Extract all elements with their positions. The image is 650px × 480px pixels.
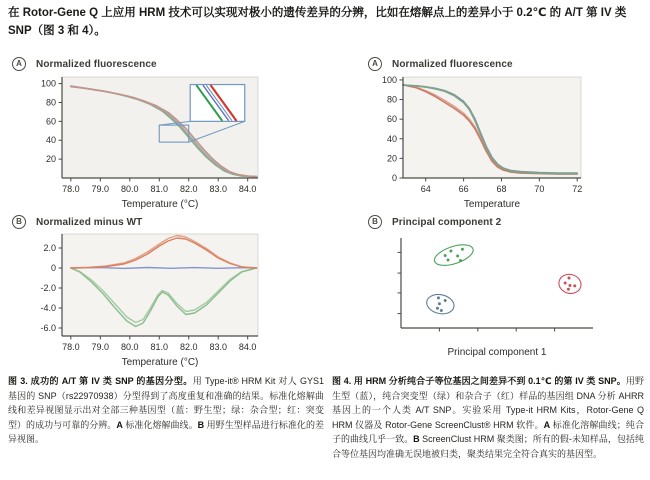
svg-text:0: 0 bbox=[391, 173, 397, 183]
svg-text:20: 20 bbox=[45, 154, 56, 165]
panel-header-fig4-b bbox=[368, 215, 501, 229]
pca-cluster-chart bbox=[388, 230, 600, 358]
melt-curve-chart-ahrr bbox=[366, 72, 588, 210]
svg-text:84.0: 84.0 bbox=[238, 342, 257, 352]
melt-curve-chart-gys1 bbox=[28, 72, 274, 210]
panel-label-a-icon: A bbox=[12, 57, 26, 71]
panel-label-b-icon: B bbox=[368, 215, 382, 229]
panel-header-fig3-a bbox=[12, 57, 157, 71]
svg-text:Temperature (°C): Temperature (°C) bbox=[121, 357, 199, 368]
panel-label-b-icon: B bbox=[12, 215, 26, 229]
caption-bold-segment: A bbox=[543, 419, 551, 430]
svg-text:82.0: 82.0 bbox=[179, 184, 198, 194]
svg-text:Temperature: Temperature bbox=[463, 199, 521, 210]
svg-text:-6.0: -6.0 bbox=[40, 323, 56, 333]
caption-text-segment: 用野生型样品进行标准化的差异视图。 bbox=[8, 419, 324, 445]
svg-text:64: 64 bbox=[420, 184, 431, 194]
svg-text:80.0: 80.0 bbox=[121, 184, 139, 194]
caption-text-segment: 用 Type-it® HRM Kit 对人 GYS1 基因的 SNP（rs22970938）分型得到了高度重复和准确的结果。标准化熔解曲线和差异视图显示出对全部三种基因型（蓝：野生型；绿：杂合型；红：突变型）的成功与可靠的分辨。 bbox=[8, 376, 324, 430]
svg-text:2.0: 2.0 bbox=[43, 243, 56, 253]
svg-text:78.0: 78.0 bbox=[62, 342, 80, 352]
chart-title-melt-ahrr: Normalized fluorescence bbox=[392, 58, 513, 70]
panel-label-a-icon: A bbox=[368, 57, 382, 71]
svg-text:68: 68 bbox=[496, 184, 507, 194]
svg-text:0: 0 bbox=[50, 263, 56, 273]
svg-text:83.0: 83.0 bbox=[209, 342, 227, 352]
figure3-caption bbox=[8, 374, 324, 447]
caption-text-segment: ScreenClust HRM 聚类图；所有的假-未知样品，包括纯合等位基因均准确无误地被归类，聚类结果完全符合真实的基因型。 bbox=[332, 434, 644, 459]
svg-text:40: 40 bbox=[45, 135, 56, 146]
panel-header-fig4-a bbox=[368, 57, 513, 71]
svg-text:100: 100 bbox=[40, 78, 56, 89]
caption-text-segment: 标准化溶解曲线；纯合子的曲线几乎一致。 bbox=[332, 419, 644, 445]
svg-text:79.0: 79.0 bbox=[91, 184, 110, 194]
svg-text:78.0: 78.0 bbox=[62, 184, 80, 194]
chart-title-melt-gys1: Normalized fluorescence bbox=[36, 58, 157, 70]
caption-text-segment: 用野生型（蓝），纯合突变型（绿）和杂合子（红）样品的基因组 DNA 分析 AHRR 基因上的一个人类 A/T SNP。实验采用 Type-it HRM Kits，Rotor-Gene Q HRM 仪器及 Rotor-Gene ScreenClust® HRM 软件。 bbox=[332, 376, 644, 430]
svg-text:84.0: 84.0 bbox=[238, 184, 257, 194]
caption-bold-segment: 图 4. 用 HRM 分析纯合子等位基因之间差异不到 0.1℃ 的第 IV 类 SNP。 bbox=[332, 376, 626, 386]
svg-text:Principal component 1: Principal component 1 bbox=[447, 347, 547, 358]
chart-title-difference-plot: Normalized minus WT bbox=[36, 216, 143, 228]
svg-text:Temperature (°C): Temperature (°C) bbox=[121, 199, 199, 210]
svg-text:60: 60 bbox=[386, 114, 397, 125]
chart-title-principal-component-2: Principal component 2 bbox=[392, 216, 502, 228]
svg-text:20: 20 bbox=[386, 153, 397, 164]
svg-text:-2.0: -2.0 bbox=[40, 283, 56, 293]
svg-text:81.0: 81.0 bbox=[150, 184, 169, 194]
intro-paragraph: 在 Rotor-Gene Q 上应用 HRM 技术可以实现对极小的遗传差异的分辨，比如在熔解点上的差异小于 0.2℃ 的 A/T 第 IV 类 SNP（图 3 和 4）。 bbox=[8, 7, 627, 38]
caption-bold-segment: 图 3. 成功的 A/T 第 IV 类 SNP 的基因分型。 bbox=[8, 376, 193, 386]
svg-text:100: 100 bbox=[381, 74, 397, 85]
svg-text:79.0: 79.0 bbox=[91, 342, 110, 352]
svg-text:-4.0: -4.0 bbox=[40, 303, 56, 313]
svg-text:40: 40 bbox=[386, 133, 397, 144]
caption-bold-segment: B bbox=[413, 434, 420, 445]
svg-text:60: 60 bbox=[45, 116, 56, 127]
caption-bold-segment: B bbox=[197, 419, 205, 430]
svg-text:83.0: 83.0 bbox=[209, 184, 227, 194]
panel-header-fig3-b bbox=[12, 215, 142, 229]
svg-text:72: 72 bbox=[572, 184, 583, 194]
svg-text:82.0: 82.0 bbox=[179, 342, 198, 352]
caption-text-segment: 标准化熔解曲线。 bbox=[122, 419, 198, 430]
svg-text:80: 80 bbox=[386, 94, 397, 105]
caption-bold-segment: A bbox=[116, 419, 123, 430]
svg-text:70: 70 bbox=[534, 184, 545, 194]
svg-text:66: 66 bbox=[458, 184, 469, 194]
svg-text:80: 80 bbox=[45, 97, 56, 108]
svg-text:81.0: 81.0 bbox=[150, 342, 169, 352]
figure4-caption bbox=[332, 374, 644, 461]
difference-plot-chart bbox=[28, 228, 274, 368]
svg-text:80.0: 80.0 bbox=[121, 342, 139, 352]
